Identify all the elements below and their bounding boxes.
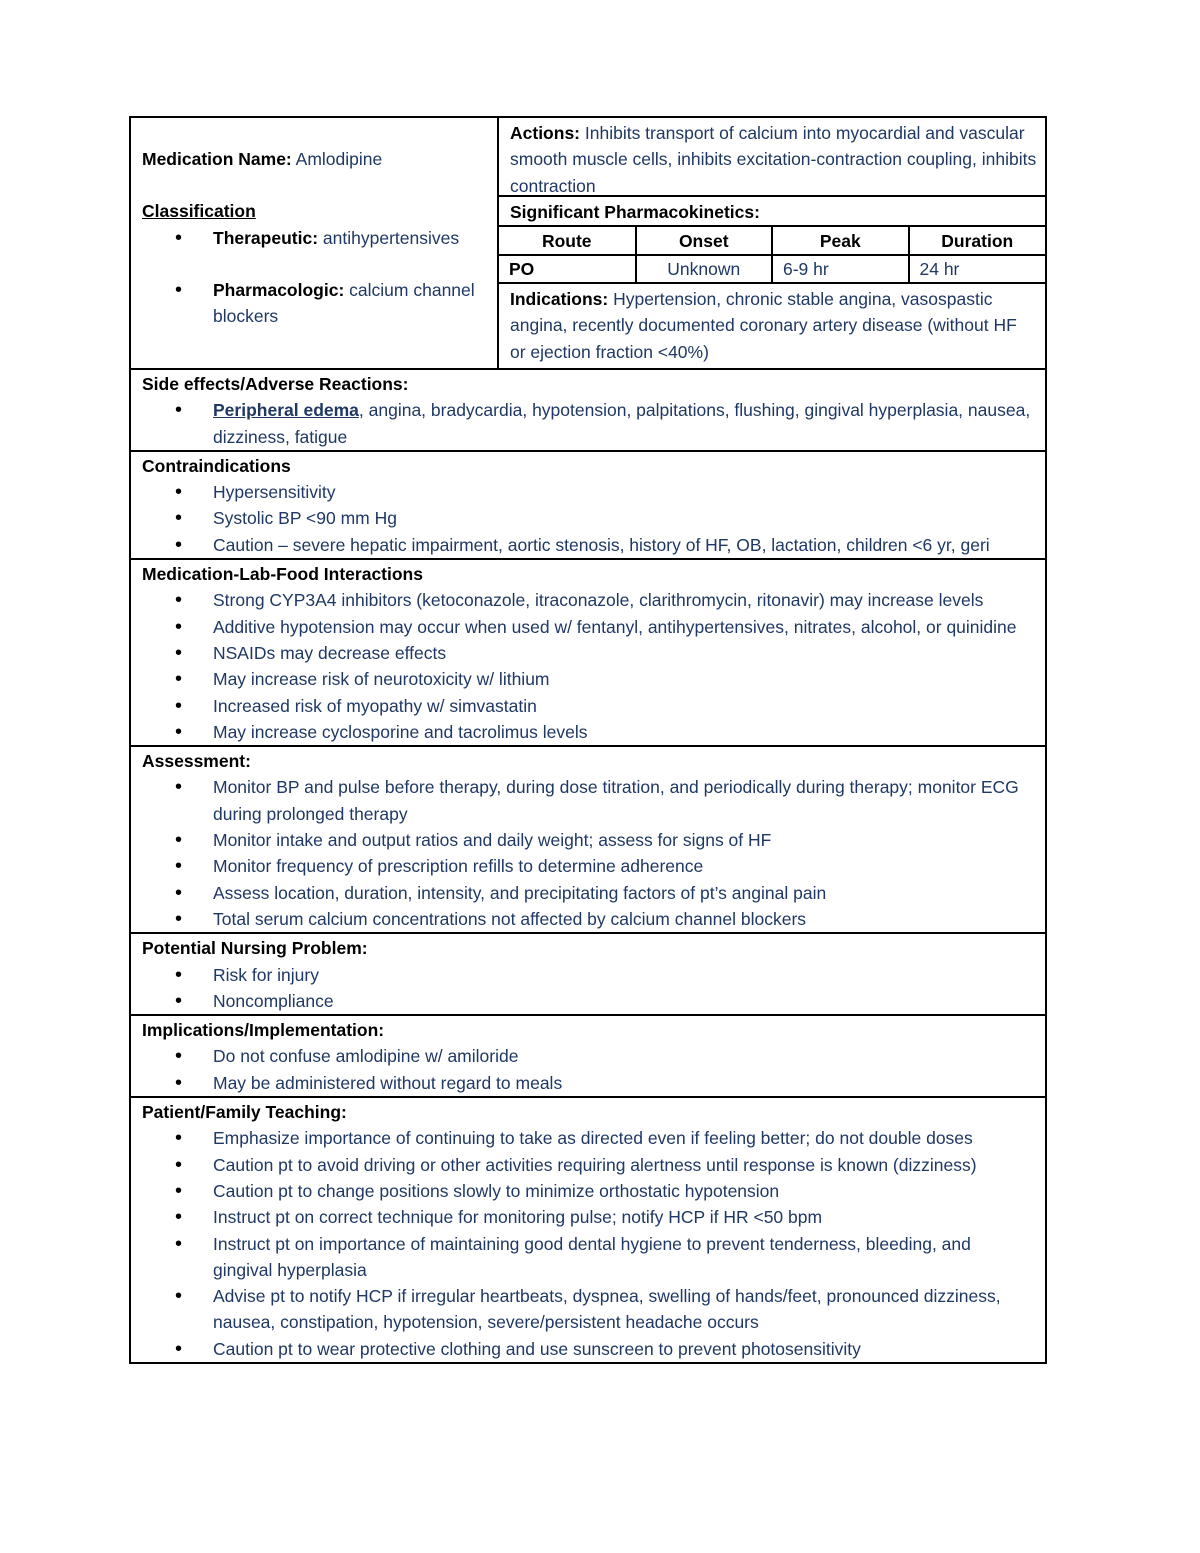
implementation-list [142,1043,1035,1096]
contraindications-list [142,479,1035,558]
classification-therapeutic [142,225,487,251]
list-item: • Do not confuse amlodipine w/ amiloride [142,1043,1035,1069]
indications-text: Hypertension, chronic stable angina, vasospastic angina, recently documented coronary artery disease (without HF or ejection fraction <40%) [510,289,1017,362]
side-effects-list [142,397,1035,450]
side-effects-section [131,370,1045,452]
list-item: • Noncompliance [142,988,1035,1014]
actions-label: Actions: [510,123,580,143]
interactions-title: Medication-Lab-Food Interactions [142,564,423,585]
contraindications-title: Contraindications [142,455,291,476]
teaching-list [142,1125,1035,1362]
pharmacokinetics-title: Significant Pharmacokinetics: [499,197,1045,227]
therapeutic-label: Therapeutic: [213,227,319,248]
implementation-section [131,1016,1045,1098]
list-item [142,397,1035,450]
list-item: • Hypersensitivity [142,479,1035,505]
list-item: • Emphasize importance of continuing to take as directed even if feeling better; do not double doses [142,1125,1035,1151]
pk-value-row [499,255,1045,283]
list-item: • May be administered without regard to meals [142,1070,1035,1096]
drug-card [129,116,1047,1364]
pharmacology-panel [499,118,1045,368]
list-item: • May increase cyclosporine and tacrolimus levels [142,719,1035,745]
medication-name-value: Amlodipine [295,149,383,169]
list-item: • Caution – severe hepatic impairment, aortic stenosis, history of HF, OB, lactation, children <6 yr, geri [142,532,1035,558]
list-item: • Risk for injury [142,962,1035,988]
therapeutic-value: antihypertensives [322,227,460,248]
pk-header-onset: Onset [636,227,773,255]
classification-title: Classification [142,201,256,222]
actions-text: Inhibits transport of calcium into myocardial and vascular smooth muscle cells, inhibits excitation-contraction coupling, inhibits contraction [510,123,1037,196]
nursing-problem-section [131,934,1045,1016]
nursing-problem-list [142,962,1035,1015]
actions-cell [499,118,1045,197]
side-effects-title: Side effects/Adverse Reactions: [142,374,409,394]
assessment-section [131,747,1045,934]
pharmacokinetics-table [499,227,1045,284]
classification-pharmacologic [142,277,487,330]
side-effect-highlight: Peripheral edema [213,400,359,421]
pharmacologic-value: calcium channel blockers [213,279,475,327]
list-item: • Caution pt to avoid driving or other activities requiring alertness until response is known (dizziness) [142,1152,1035,1178]
contraindications-section [131,452,1045,560]
pharmacologic-label: Pharmacologic: [213,279,345,300]
drug-header-block [131,118,1045,370]
list-item: • Additive hypotension may occur when used w/ fentanyl, antihypertensives, nitrates, alcohol, or quinidine [142,614,1035,640]
list-item: • Systolic BP <90 mm Hg [142,505,1035,531]
pk-header-peak: Peak [772,227,909,255]
pk-duration: 24 hr [909,255,1046,283]
medication-name-label: Medication Name: [142,149,292,169]
medication-info [131,118,499,368]
teaching-title: Patient/Family Teaching: [142,1102,347,1123]
assessment-title: Assessment: [142,751,251,772]
indications-cell [499,284,1045,365]
nursing-problem-title: Potential Nursing Problem: [142,938,368,959]
side-effect-rest: , angina, bradycardia, hypotension, palpitations, flushing, gingival hyperplasia, nausea, dizziness, fatigue [213,400,1031,447]
pk-header-row [499,227,1045,255]
teaching-section [131,1098,1045,1362]
list-item: • NSAIDs may decrease effects [142,640,1035,666]
list-item: • Monitor frequency of prescription refills to determine adherence [142,853,1035,879]
medication-name [142,146,487,172]
assessment-list [142,774,1035,932]
pk-peak: 6-9 hr [772,255,909,283]
list-item: • Monitor BP and pulse before therapy, during dose titration, and periodically during therapy; monitor ECG during prolonged therapy [142,774,1035,827]
list-item: • Monitor intake and output ratios and daily weight; assess for signs of HF [142,827,1035,853]
pk-onset: Unknown [636,255,773,283]
interactions-list [142,587,1035,745]
list-item: • Assess location, duration, intensity, and precipitating factors of pt’s anginal pain [142,880,1035,906]
implementation-title: Implications/Implementation: [142,1020,385,1041]
list-item: • Caution pt to change positions slowly to minimize orthostatic hypotension [142,1178,1035,1204]
pk-header-route: Route [499,227,636,255]
interactions-section [131,560,1045,747]
list-item: • Total serum calcium concentrations not affected by calcium channel blockers [142,906,1035,932]
pk-route: PO [499,255,636,283]
list-item: • Strong CYP3A4 inhibitors (ketoconazole, itraconazole, clarithromycin, ritonavir) may increase levels [142,587,1035,613]
pk-header-duration: Duration [909,227,1046,255]
list-item: • Advise pt to notify HCP if irregular heartbeats, dyspnea, swelling of hands/feet, pronounced dizziness, nausea, constipation, hypotension, severe/persistent headache occurs [142,1283,1035,1336]
list-item: • Instruct pt on importance of maintaining good dental hygiene to prevent tenderness, bleeding, and gingival hyperplasia [142,1231,1035,1284]
list-item: • Increased risk of myopathy w/ simvastatin [142,693,1035,719]
indications-label: Indications: [510,289,609,309]
list-item: • Caution pt to wear protective clothing and use sunscreen to prevent photosensitivity [142,1336,1035,1362]
list-item: • Instruct pt on correct technique for monitoring pulse; notify HCP if HR <50 bpm [142,1204,1035,1230]
list-item: • May increase risk of neurotoxicity w/ lithium [142,666,1035,692]
classification-list [142,225,487,330]
